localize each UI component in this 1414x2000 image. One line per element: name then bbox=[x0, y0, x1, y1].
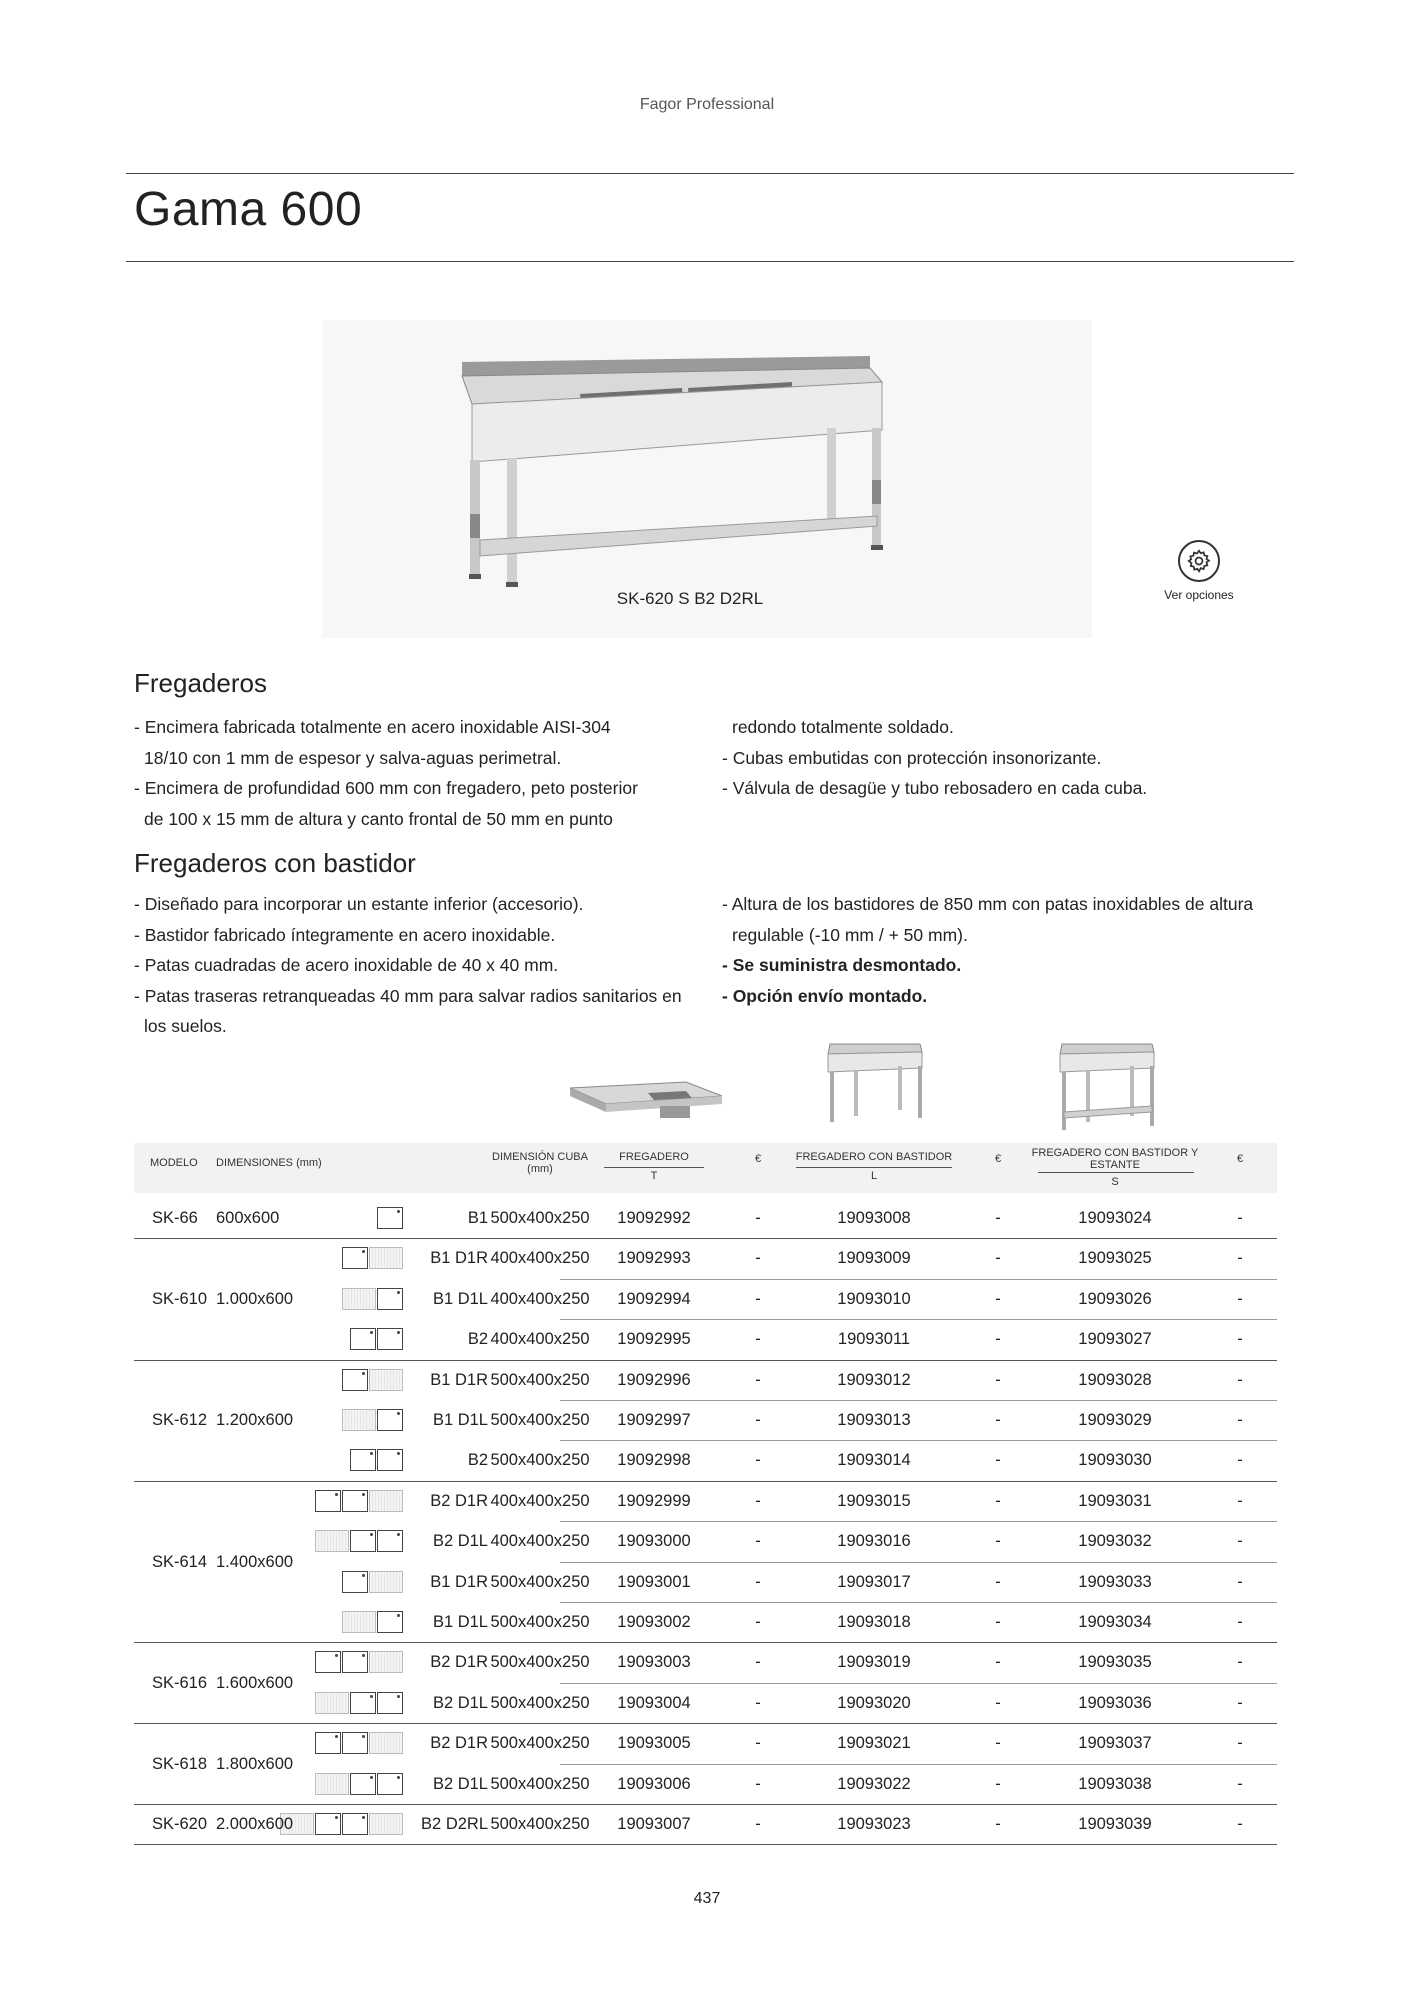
cell-p1: - bbox=[755, 1653, 761, 1672]
table-row bbox=[134, 1440, 1277, 1480]
cell-l: 19093016 bbox=[837, 1532, 911, 1551]
basin-icon bbox=[350, 1530, 376, 1552]
th-bastidor-sub: L bbox=[870, 1170, 878, 1182]
options-button[interactable] bbox=[1160, 540, 1238, 602]
basin-icon bbox=[315, 1490, 341, 1512]
th-euro-3: € bbox=[1236, 1153, 1244, 1165]
cell-s: 19093033 bbox=[1078, 1572, 1152, 1591]
cell-s: 19093025 bbox=[1078, 1249, 1152, 1268]
cell-p2: - bbox=[995, 1815, 1001, 1833]
row-divider bbox=[560, 1400, 1277, 1401]
section-fregaderos-title: Fregaderos bbox=[134, 668, 267, 698]
table-row bbox=[134, 1764, 1277, 1804]
th-estante-sub: S bbox=[1111, 1176, 1119, 1188]
group-divider bbox=[134, 1723, 1277, 1724]
cell-s: 19093031 bbox=[1078, 1491, 1152, 1510]
cell-t: 19092999 bbox=[617, 1491, 691, 1510]
bullet-line: regulable (-10 mm / + 50 mm). bbox=[732, 924, 968, 945]
cell-p2: - bbox=[995, 1572, 1001, 1591]
th-cuba: DIMENSIÓN CUBA (mm) bbox=[492, 1151, 588, 1175]
group-divider bbox=[134, 1481, 1277, 1482]
cell-p1: - bbox=[755, 1491, 761, 1510]
group-divider bbox=[134, 1360, 1277, 1361]
cell-p3: - bbox=[1237, 1572, 1243, 1591]
table-row bbox=[134, 1238, 1277, 1278]
model-code: SK-618 bbox=[152, 1754, 208, 1773]
basin-icon bbox=[315, 1813, 341, 1835]
row-divider bbox=[560, 1562, 1277, 1563]
cell-cuba: 500x400x250 bbox=[490, 1411, 590, 1429]
model-code: SK-614 bbox=[152, 1552, 208, 1571]
section-fregaderos-left bbox=[134, 712, 638, 834]
cell-s: 19093024 bbox=[1078, 1209, 1152, 1227]
basin-icon bbox=[342, 1732, 368, 1754]
cell-t: 19092993 bbox=[617, 1249, 691, 1268]
model-dimensions: 1.800x600 bbox=[216, 1754, 294, 1773]
cell-p1: - bbox=[755, 1209, 761, 1227]
cell-s: 19093038 bbox=[1078, 1774, 1152, 1793]
cell-p3: - bbox=[1237, 1491, 1243, 1510]
cell-l: 19093011 bbox=[837, 1330, 911, 1349]
model-dimensions: 1.000x600 bbox=[216, 1290, 294, 1308]
cell-p3: - bbox=[1237, 1613, 1243, 1631]
th-estante: FREGADERO CON BASTIDOR Y ESTANTE bbox=[1031, 1147, 1199, 1171]
bullet-line: - Patas traseras retranqueadas 40 mm para salvar radios sanitarios en bbox=[134, 985, 682, 1006]
row-divider bbox=[560, 1521, 1277, 1522]
cell-p1: - bbox=[755, 1532, 761, 1551]
cell-l: 19093017 bbox=[837, 1572, 911, 1591]
table-row bbox=[134, 1198, 1277, 1238]
th-bastidor: FREGADERO CON BASTIDOR bbox=[795, 1151, 953, 1163]
cell-l: 19093015 bbox=[837, 1491, 911, 1510]
cell-s: 19093030 bbox=[1078, 1451, 1152, 1470]
cell-s: 19093034 bbox=[1078, 1613, 1152, 1631]
basin-icon bbox=[350, 1449, 376, 1471]
cell-config: B1 D1L bbox=[432, 1289, 488, 1308]
cell-t: 19092996 bbox=[617, 1370, 691, 1389]
cell-t: 19093007 bbox=[617, 1815, 691, 1833]
cell-cuba: 500x400x250 bbox=[490, 1209, 590, 1227]
thumb-bastidor-estante bbox=[1052, 1036, 1164, 1139]
bullet-line: - Opción envío montado. bbox=[722, 985, 928, 1006]
cell-p2: - bbox=[995, 1613, 1001, 1631]
cell-cuba: 500x400x250 bbox=[490, 1370, 590, 1389]
cell-config: B1 D1R bbox=[430, 1572, 488, 1591]
sink-config-pictogram bbox=[315, 1732, 404, 1756]
cell-s: 19093028 bbox=[1078, 1370, 1152, 1389]
cell-config: B2 bbox=[467, 1451, 488, 1470]
cell-l: 19093012 bbox=[837, 1370, 911, 1389]
bullet-line: - Se suministra desmontado. bbox=[722, 955, 962, 975]
section-bastidor-left bbox=[134, 889, 682, 1042]
table-header bbox=[134, 1143, 1277, 1193]
cell-t: 19092997 bbox=[617, 1411, 691, 1429]
cell-l: 19093014 bbox=[837, 1451, 911, 1470]
cell-p3: - bbox=[1237, 1411, 1243, 1429]
row-divider bbox=[560, 1602, 1277, 1603]
cell-cuba: 500x400x250 bbox=[490, 1774, 590, 1793]
table-row bbox=[134, 1562, 1277, 1602]
cell-l: 19093023 bbox=[837, 1815, 911, 1833]
table-row bbox=[134, 1642, 1277, 1682]
cell-p3: - bbox=[1237, 1451, 1243, 1470]
model-dimensions: 1.400x600 bbox=[216, 1552, 294, 1571]
cell-p1: - bbox=[755, 1370, 761, 1389]
table-row bbox=[134, 1400, 1277, 1440]
cell-t: 19092998 bbox=[617, 1451, 691, 1470]
cell-p1: - bbox=[755, 1693, 761, 1712]
cell-config: B2 D1L bbox=[432, 1774, 488, 1793]
bullet-line: - Encimera de profundidad 600 mm con fregadero, peto posterior bbox=[134, 778, 638, 798]
cell-cuba: 500x400x250 bbox=[490, 1815, 590, 1833]
cell-l: 19093019 bbox=[837, 1653, 911, 1672]
bullet-line: - Diseñado para incorporar un estante inferior (accesorio). bbox=[134, 894, 584, 914]
cell-t: 19093005 bbox=[617, 1734, 691, 1753]
cell-config: B1 bbox=[467, 1209, 488, 1227]
cell-p2: - bbox=[995, 1451, 1001, 1470]
sink-config-pictogram bbox=[315, 1651, 404, 1675]
sink-config-pictogram bbox=[342, 1409, 404, 1433]
th-modelo: MODELO bbox=[150, 1157, 198, 1169]
cell-t: 19093003 bbox=[617, 1653, 691, 1672]
cell-s: 19093032 bbox=[1078, 1532, 1152, 1551]
bullet-line: los suelos. bbox=[144, 1016, 227, 1036]
cell-t: 19092992 bbox=[617, 1209, 691, 1227]
bullet-line: 18/10 con 1 mm de espesor y salva-aguas perimetral. bbox=[144, 747, 562, 768]
sink-config-pictogram bbox=[315, 1490, 404, 1514]
cell-t: 19092994 bbox=[617, 1289, 691, 1308]
cell-l: 19093018 bbox=[837, 1613, 911, 1631]
cell-cuba: 400x400x250 bbox=[490, 1532, 590, 1551]
cell-p2: - bbox=[995, 1653, 1001, 1672]
cell-s: 19093036 bbox=[1078, 1693, 1152, 1712]
group-divider bbox=[134, 1238, 1277, 1239]
cell-p3: - bbox=[1237, 1370, 1243, 1389]
model-dimensions: 1.200x600 bbox=[216, 1411, 294, 1430]
row-divider bbox=[560, 1440, 1277, 1441]
table-row bbox=[134, 1723, 1277, 1763]
sink-config-pictogram bbox=[342, 1247, 404, 1271]
basin-icon bbox=[315, 1651, 341, 1673]
drainer-icon bbox=[342, 1409, 376, 1431]
cell-config: B1 D1R bbox=[430, 1249, 488, 1268]
cell-config: B2 bbox=[467, 1330, 488, 1349]
th-estante-rule bbox=[1038, 1172, 1194, 1173]
cell-t: 19093006 bbox=[617, 1774, 691, 1793]
cell-p2: - bbox=[995, 1491, 1001, 1510]
gear-icon bbox=[1178, 540, 1220, 582]
sink-config-pictogram bbox=[342, 1288, 404, 1312]
cell-s: 19093035 bbox=[1078, 1653, 1152, 1672]
cell-l: 19093020 bbox=[837, 1693, 911, 1712]
section-fregaderos-right bbox=[722, 712, 1147, 804]
cell-config: B2 D1L bbox=[432, 1532, 488, 1551]
cell-p2: - bbox=[995, 1693, 1001, 1712]
section-bastidor-title: Fregaderos con bastidor bbox=[134, 848, 416, 878]
cell-config: B2 D1R bbox=[430, 1734, 488, 1753]
drainer-icon bbox=[342, 1288, 376, 1310]
basin-icon bbox=[342, 1247, 368, 1269]
cell-p1: - bbox=[755, 1289, 761, 1308]
page-title: Gama 600 bbox=[134, 183, 363, 236]
cell-s: 19093039 bbox=[1078, 1815, 1152, 1833]
cell-config: B1 D1R bbox=[430, 1370, 488, 1389]
cell-cuba: 500x400x250 bbox=[490, 1693, 590, 1712]
table-row bbox=[134, 1804, 1277, 1844]
cell-s: 19093026 bbox=[1078, 1289, 1152, 1308]
cell-config: B2 D1L bbox=[432, 1693, 488, 1712]
drainer-icon bbox=[342, 1611, 376, 1633]
options-label: Ver opciones bbox=[1164, 588, 1234, 602]
cell-l: 19093009 bbox=[837, 1249, 911, 1268]
drainer-icon bbox=[315, 1692, 349, 1714]
cell-p1: - bbox=[755, 1815, 761, 1833]
cell-s: 19093027 bbox=[1078, 1330, 1152, 1349]
row-divider bbox=[560, 1764, 1277, 1765]
cell-p3: - bbox=[1237, 1815, 1243, 1833]
cell-cuba: 500x400x250 bbox=[490, 1451, 590, 1470]
cell-p3: - bbox=[1237, 1330, 1243, 1349]
cell-config: B2 D2RL bbox=[421, 1815, 488, 1833]
cell-p2: - bbox=[995, 1330, 1001, 1349]
bullet-line: - Bastidor fabricado íntegramente en acero inoxidable. bbox=[134, 924, 556, 945]
row-divider bbox=[560, 1279, 1277, 1280]
basin-icon bbox=[350, 1692, 376, 1714]
cell-p1: - bbox=[755, 1734, 761, 1753]
section-bastidor-right bbox=[722, 889, 1253, 1011]
cell-t: 19093000 bbox=[617, 1532, 691, 1551]
basin-icon bbox=[342, 1369, 368, 1391]
cell-s: 19093037 bbox=[1078, 1734, 1152, 1753]
drainer-icon bbox=[315, 1530, 349, 1552]
sink-config-pictogram bbox=[315, 1773, 404, 1797]
model-code: SK-616 bbox=[152, 1673, 208, 1692]
model-code: SK-66 bbox=[152, 1209, 198, 1228]
cell-l: 19093021 bbox=[837, 1734, 911, 1753]
table-row bbox=[134, 1521, 1277, 1561]
cell-config: B1 D1L bbox=[432, 1613, 488, 1631]
brand-header: Fagor Professional bbox=[639, 96, 775, 113]
cell-cuba: 400x400x250 bbox=[490, 1491, 590, 1510]
title-rule-top bbox=[126, 173, 1294, 174]
basin-icon bbox=[315, 1732, 341, 1754]
th-bastidor-rule bbox=[796, 1167, 952, 1168]
model-dimensions: 1.600x600 bbox=[216, 1673, 294, 1692]
table-row bbox=[134, 1602, 1277, 1642]
cell-p1: - bbox=[755, 1249, 761, 1268]
cell-p2: - bbox=[995, 1774, 1001, 1793]
group-divider bbox=[134, 1642, 1277, 1643]
th-fregadero: FREGADERO bbox=[619, 1151, 689, 1163]
cell-p2: - bbox=[995, 1532, 1001, 1551]
cell-p3: - bbox=[1237, 1532, 1243, 1551]
row-divider bbox=[560, 1683, 1277, 1684]
table-row bbox=[134, 1481, 1277, 1521]
basin-icon bbox=[342, 1571, 368, 1593]
cell-p3: - bbox=[1237, 1734, 1243, 1753]
cell-t: 19092995 bbox=[617, 1330, 691, 1349]
basin-icon bbox=[342, 1813, 368, 1835]
th-fregadero-rule bbox=[604, 1167, 704, 1168]
cell-p3: - bbox=[1237, 1289, 1243, 1308]
cell-p1: - bbox=[755, 1774, 761, 1793]
th-euro-1: € bbox=[754, 1153, 762, 1165]
cell-cuba: 500x400x250 bbox=[490, 1613, 590, 1631]
model-code: SK-612 bbox=[152, 1411, 208, 1430]
table-row bbox=[134, 1279, 1277, 1319]
cell-p1: - bbox=[755, 1451, 761, 1470]
th-fregadero-sub: T bbox=[650, 1170, 658, 1182]
cell-cuba: 400x400x250 bbox=[490, 1289, 590, 1308]
table-row bbox=[134, 1360, 1277, 1400]
cell-p3: - bbox=[1237, 1209, 1243, 1227]
cell-config: B2 D1R bbox=[430, 1491, 488, 1510]
cell-p2: - bbox=[995, 1249, 1001, 1268]
row-divider bbox=[560, 1319, 1277, 1320]
cell-p2: - bbox=[995, 1370, 1001, 1389]
cell-t: 19093001 bbox=[617, 1572, 691, 1591]
basin-icon bbox=[342, 1651, 368, 1673]
bullet-line: - Patas cuadradas de acero inoxidable de 40 x 40 mm. bbox=[134, 955, 559, 975]
cell-p1: - bbox=[755, 1572, 761, 1591]
cell-p1: - bbox=[755, 1411, 761, 1429]
cell-p2: - bbox=[995, 1411, 1001, 1429]
cell-p2: - bbox=[995, 1734, 1001, 1753]
bullet-line: redondo totalmente soldado. bbox=[732, 717, 954, 737]
basin-icon bbox=[350, 1773, 376, 1795]
basin-icon bbox=[350, 1328, 376, 1350]
model-code: SK-610 bbox=[152, 1290, 208, 1308]
drainer-icon bbox=[315, 1773, 349, 1795]
bullet-line: - Altura de los bastidores de 850 mm con patas inoxidables de altura bbox=[722, 894, 1254, 914]
title-rule-bottom bbox=[126, 261, 1294, 262]
sink-config-pictogram bbox=[315, 1692, 404, 1716]
cell-p1: - bbox=[755, 1330, 761, 1349]
model-dimensions: 600x600 bbox=[216, 1209, 280, 1228]
cell-l: 19093010 bbox=[837, 1289, 911, 1308]
cell-cuba: 500x400x250 bbox=[490, 1734, 590, 1753]
sink-config-pictogram bbox=[342, 1369, 404, 1393]
bullet-line: - Válvula de desagüe y tubo rebosadero en cada cuba. bbox=[722, 778, 1148, 798]
basin-icon bbox=[342, 1490, 368, 1512]
bullet-line: de 100 x 15 mm de altura y canto frontal de 50 mm en punto bbox=[144, 808, 613, 829]
cell-p3: - bbox=[1237, 1653, 1243, 1672]
th-dimensiones: DIMENSIONES (mm) bbox=[216, 1157, 322, 1169]
cell-l: 19093008 bbox=[837, 1209, 911, 1227]
cell-config: B2 D1R bbox=[430, 1653, 488, 1672]
product-caption: SK-620 S B2 D2RL bbox=[616, 589, 764, 608]
page-number: 437 bbox=[693, 1890, 721, 1907]
cell-p2: - bbox=[995, 1289, 1001, 1308]
th-euro-2: € bbox=[994, 1153, 1002, 1165]
bullet-line: - Encimera fabricada totalmente en acero inoxidable AISI-304 bbox=[134, 717, 611, 737]
cell-p2: - bbox=[995, 1209, 1001, 1227]
group-divider bbox=[134, 1804, 1277, 1805]
bullet-line: - Cubas embutidas con protección insonorizante. bbox=[722, 747, 1102, 768]
model-code: SK-620 bbox=[152, 1815, 208, 1834]
table-row bbox=[134, 1319, 1277, 1359]
table-row bbox=[134, 1683, 1277, 1723]
group-divider bbox=[134, 1844, 1277, 1845]
cell-cuba: 400x400x250 bbox=[490, 1330, 590, 1349]
thumb-bastidor bbox=[820, 1036, 930, 1131]
sink-config-pictogram bbox=[280, 1813, 404, 1837]
cell-cuba: 500x400x250 bbox=[490, 1653, 590, 1672]
cell-config: B1 D1L bbox=[432, 1411, 488, 1429]
sink-config-pictogram bbox=[315, 1530, 404, 1554]
cell-s: 19093029 bbox=[1078, 1411, 1152, 1429]
cell-p1: - bbox=[755, 1613, 761, 1631]
cell-p3: - bbox=[1237, 1249, 1243, 1268]
cell-p3: - bbox=[1237, 1693, 1243, 1712]
thumb-fregadero bbox=[566, 1066, 726, 1131]
cell-l: 19093013 bbox=[837, 1411, 911, 1429]
model-dimensions: 2.000x600 bbox=[216, 1815, 294, 1834]
cell-cuba: 400x400x250 bbox=[490, 1249, 590, 1268]
sink-config-pictogram bbox=[342, 1571, 404, 1595]
sink-config-pictogram bbox=[342, 1611, 404, 1635]
cell-t: 19093002 bbox=[617, 1613, 691, 1631]
cell-l: 19093022 bbox=[837, 1774, 911, 1793]
cell-cuba: 500x400x250 bbox=[490, 1572, 590, 1591]
cell-t: 19093004 bbox=[617, 1693, 691, 1712]
cell-p3: - bbox=[1237, 1774, 1243, 1793]
